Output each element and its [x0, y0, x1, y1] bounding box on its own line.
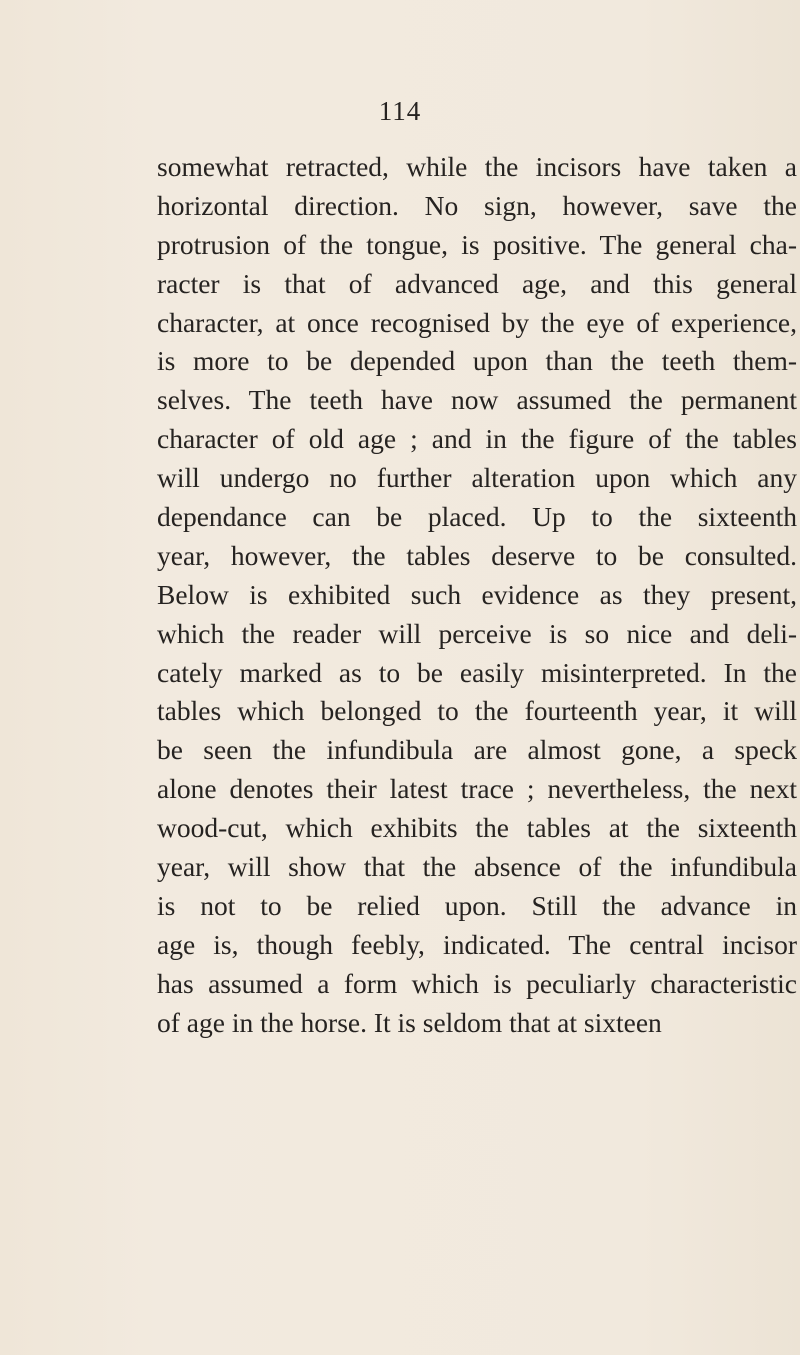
text-line: be seen the infundibula are almost gone, a speck: [157, 734, 797, 766]
text-line: horizontal direction. No sign, however, save the: [157, 189, 797, 221]
text-line: character, at once recognised by the eye of experience,: [157, 306, 797, 338]
text-line: will undergo no further alteration upon which any: [157, 462, 797, 494]
text-line: racter is that of advanced age, and this general: [157, 267, 797, 299]
text-line: dependance can be placed. Up to the sixteenth: [157, 501, 797, 533]
text-line: wood-cut, which exhibits the tables at the sixteenth: [157, 812, 797, 844]
page-number: 114: [378, 96, 422, 126]
text-line: character of old age ; and in the figure of the tables: [157, 423, 797, 455]
text-line: year, will show that the absence of the infundibula: [157, 851, 797, 883]
text-line: is not to be relied upon. Still the advance in: [157, 889, 797, 921]
text-line: has assumed a form which is peculiarly characteristic: [157, 967, 797, 999]
text-line: selves. The teeth have now assumed the permanent: [157, 384, 797, 416]
text-line: protrusion of the tongue, is positive. The general cha-: [157, 228, 797, 260]
body-text: [157, 148, 797, 1042]
text-line: tables which belonged to the fourteenth year, it will: [157, 695, 797, 727]
text-line: year, however, the tables deserve to be consulted.: [157, 539, 797, 571]
text-line: which the reader will perceive is so nice and deli-: [157, 617, 797, 649]
text-line: of age in the horse. It is seldom that at sixteen: [157, 1006, 662, 1038]
text-line: alone denotes their latest trace ; nevertheless, the next: [157, 773, 797, 805]
text-line: somewhat retracted, while the incisors have taken a: [157, 151, 797, 182]
text-line: age is, though feebly, indicated. The central incisor: [157, 928, 797, 960]
text-line: Below is exhibited such evidence as they present,: [157, 578, 797, 610]
text-line: cately marked as to be easily misinterpreted. In the: [157, 656, 797, 688]
text-line: is more to be depended upon than the teeth them-: [157, 345, 797, 377]
